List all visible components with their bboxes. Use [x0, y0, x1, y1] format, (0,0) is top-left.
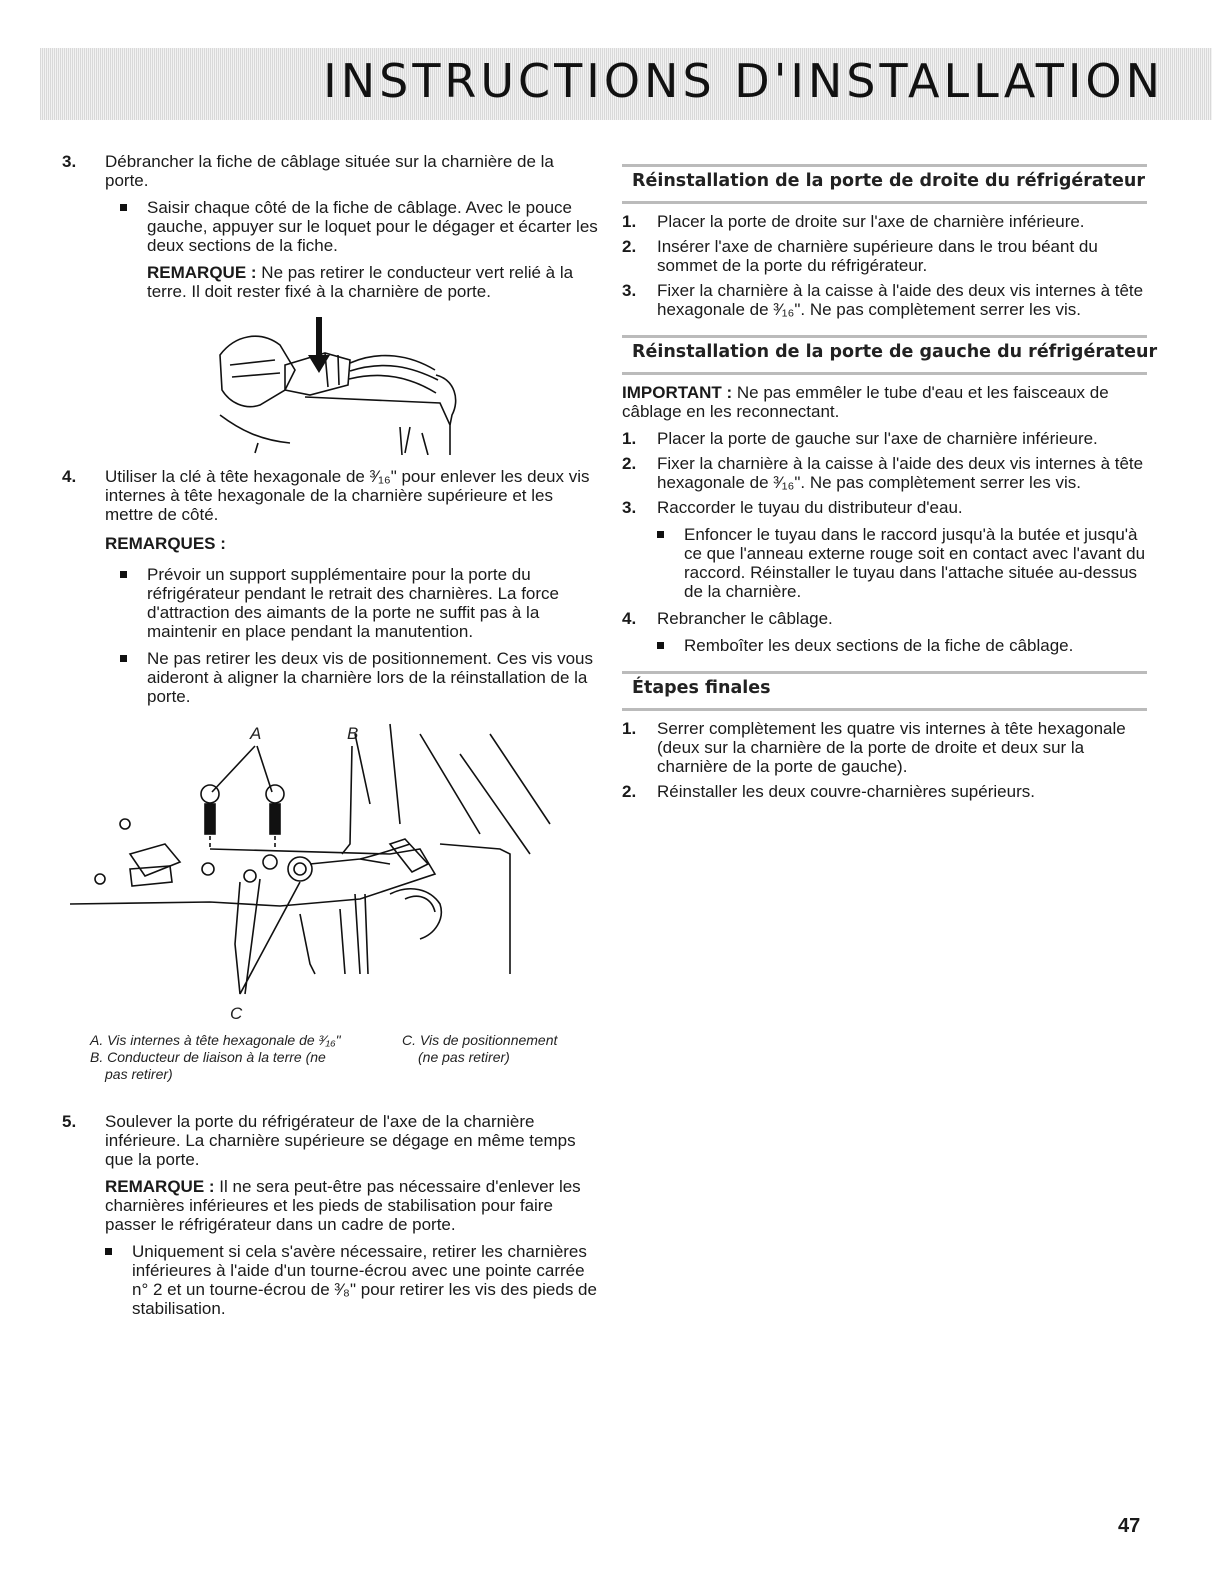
hinge-illustration [60, 714, 600, 1004]
caption-c-continued: (ne pas retirer) [418, 1049, 510, 1065]
section-title: Réinstallation de la porte de droite du réfrigérateur [632, 171, 1146, 191]
step [622, 429, 1147, 448]
step-text: Utiliser la clé à tête hexagonale de ³⁄₁₆" pour enlever les deux vis internes à tête hexagonale de la charnière supérieure et les mettre de côté. [105, 467, 590, 524]
important-text: Ne pas emmêler le tube d'eau et les faisceaux de câblage en les reconnectant. [622, 383, 1109, 421]
right-column [622, 160, 1158, 807]
section-heading-left-door [622, 335, 1158, 375]
section-heading-final-steps [622, 671, 1147, 711]
caption-b: B. Conducteur de liaison à la terre (ne [90, 1049, 326, 1065]
step [622, 212, 1147, 231]
important-note [622, 383, 1147, 421]
header-banner [40, 48, 1212, 120]
page-title: INSTRUCTIONS D'INSTALLATION [323, 54, 1164, 108]
step-4 [60, 467, 600, 524]
step-number: 4. [622, 609, 637, 628]
step-text: Rebrancher le câblage. [657, 609, 833, 628]
label-b: B [347, 724, 359, 743]
caption-c: C. Vis de positionnement [402, 1032, 558, 1048]
list-item: Ne pas retirer les deux vis de positionnement. Ces vis vous aideront à aligner la charnière lors de la réinstallation de la porte. [120, 649, 600, 706]
step-text: Insérer l'axe de charnière supérieure dans le trou béant du sommet de la porte du réfrigérateur. [657, 237, 1098, 275]
remarques-heading: REMARQUES : [105, 534, 226, 553]
note-text: Il ne sera peut-être pas nécessaire d'enlever les charnières inférieures et les pieds de stabilisation pour faire passer le réfrigérateur dans un cadre de porte. [105, 1177, 581, 1234]
note-label: REMARQUE : [147, 263, 257, 282]
step-number: 2. [622, 782, 637, 801]
step-number: 1. [622, 719, 637, 738]
step-number: 1. [622, 212, 637, 231]
note [147, 263, 600, 301]
figure-wiring-plug [60, 315, 600, 455]
step-number: 2. [622, 454, 637, 473]
section-title: Réinstallation de la porte de gauche du réfrigérateur [632, 342, 1158, 362]
figure-hinge-screws [60, 714, 600, 1024]
step [622, 454, 1147, 492]
step-5 [60, 1112, 600, 1169]
step-text: Réinstaller les deux couvre-charnières supérieurs. [657, 782, 1035, 801]
section-heading-right-door [622, 164, 1147, 204]
step-number: 3. [622, 281, 637, 300]
step [622, 782, 1147, 801]
note-label: REMARQUE : [105, 1177, 215, 1196]
step-number: 3. [622, 498, 637, 517]
step-text: Raccorder le tuyau du distributeur d'eau. [657, 498, 963, 517]
list-item: Uniquement si cela s'avère nécessaire, retirer les charnières inférieures à l'aide d'un tourne-écrou avec une pointe carrée n° 2 et un tourne-écrou de ³⁄₈" pour retirer les vis des pieds de stabilisation. [105, 1242, 600, 1318]
step-number: 3. [62, 152, 77, 171]
step-number: 4. [62, 467, 77, 486]
step [622, 237, 1147, 275]
important-label: IMPORTANT : [622, 383, 733, 402]
step-number: 5. [62, 1112, 77, 1131]
note-text: Ne pas retirer le conducteur vert relié à la terre. Il doit rester fixé à la charnière de porte. [147, 263, 574, 301]
caption-b-continued: pas retirer) [105, 1066, 173, 1082]
note [105, 1177, 600, 1234]
step [622, 609, 1147, 628]
step-text: Soulever la porte du réfrigérateur de l'axe de la charnière inférieure. La charnière supérieure se dégage en même temps que la porte. [105, 1112, 576, 1169]
label-c: C [230, 1004, 243, 1023]
step-text: Placer la porte de droite sur l'axe de charnière inférieure. [657, 212, 1085, 231]
figure-captions [60, 1032, 600, 1102]
step-text: Débrancher la fiche de câblage située sur la charnière de la porte. [105, 152, 554, 190]
list-item: Saisir chaque côté de la fiche de câblage. Avec le pouce gauche, appuyer sur le loquet pour le dégager et écarter les deux sections de la fiche. [120, 198, 600, 255]
step-3 [60, 152, 600, 190]
step [622, 498, 1147, 517]
list-item: Remboîter les deux sections de la fiche de câblage. [657, 636, 1147, 655]
list-item: Enfoncer le tuyau dans le raccord jusqu'à la butée et jusqu'à ce que l'anneau externe rouge soit en contact avec l'avant du raccord. Réinstaller le tuyau dans l'attache située au-dessus de la charnière. [657, 525, 1147, 601]
label-a: A [250, 724, 262, 743]
page-number: 47 [1118, 1515, 1141, 1537]
step-text: Fixer la charnière à la caisse à l'aide des deux vis internes à tête hexagonale de ³⁄₁₆". Ne pas complètement serrer les vis. [657, 454, 1144, 492]
section-title: Étapes finales [632, 678, 771, 698]
step-text: Fixer la charnière à la caisse à l'aide des deux vis internes à tête hexagonale de ³⁄₁₆". Ne pas complètement serrer les vis. [657, 281, 1144, 319]
step [622, 281, 1147, 319]
step-number: 2. [622, 237, 637, 256]
step-text: Placer la porte de gauche sur l'axe de charnière inférieure. [657, 429, 1098, 448]
left-column [60, 152, 600, 1326]
list-item: Prévoir un support supplémentaire pour la porte du réfrigérateur pendant le retrait des charnières. La force d'attraction des aimants de la porte ne suffit pas à la maintenir en place pendant la manutention. [120, 565, 600, 641]
step-text: Serrer complètement les quatre vis internes à tête hexagonale (deux sur la charnière de la porte de droite et deux sur la charnière de la porte de gauche). [657, 719, 1126, 776]
step-number: 1. [622, 429, 637, 448]
wiring-plug-illustration [60, 315, 600, 455]
caption-a: A. Vis internes à tête hexagonale de ³⁄₁₆" [90, 1032, 341, 1048]
step [622, 719, 1147, 776]
